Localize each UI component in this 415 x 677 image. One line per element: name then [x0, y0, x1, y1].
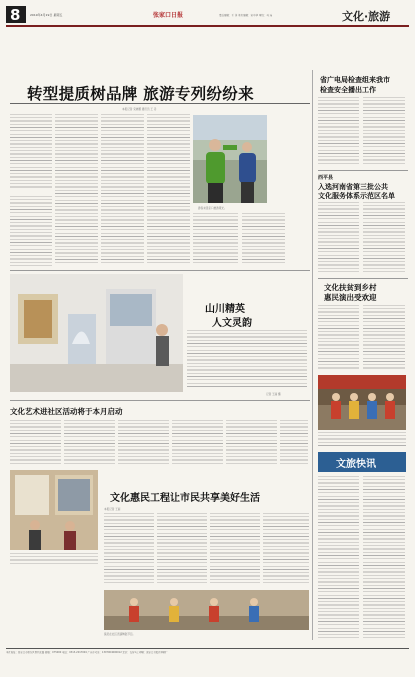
news-flash-title: 文旅快讯 [336, 459, 376, 470]
poverty-headline-2: 惠民演出受欢迎 [324, 293, 377, 302]
community-rule [10, 400, 310, 401]
paper-masthead: 张家口日报 [153, 12, 184, 19]
radio-body-b [363, 97, 405, 165]
poverty-headline-1: 文化扶贫到乡村 [324, 283, 377, 292]
lead-body-col-2 [55, 114, 98, 266]
xiping-headline-1: 入选河南省第三批公共 [318, 183, 388, 191]
radio-headline-2: 检查安全播出工作 [320, 86, 376, 94]
date-line: 2019年4月19日 星期五 [30, 13, 63, 17]
xiping-kicker: 西平县 [318, 175, 334, 181]
museum-photo-credit: 记者 王丽 摄 [266, 393, 281, 396]
news-flash-body-a [318, 476, 359, 638]
poverty-rule [318, 278, 408, 279]
museum-photo-image [10, 274, 183, 392]
right-column-divider [312, 70, 313, 640]
bottom-headline: 文化惠民工程让市民共享美好生活 [110, 493, 260, 504]
museum-photo [10, 274, 183, 392]
page-number: 8 [10, 6, 21, 24]
community-body-2 [64, 420, 115, 465]
xiping-headline-2: 文化服务体系示范区名单 [318, 192, 395, 200]
radio-headline-1: 省广电局检查组来我市 [320, 76, 390, 84]
footer-text: 本社地址：张家口市桥东区胜利北路 邮编：075000 电话：0313-2017004 广告许可证：1307004000012 定价：每份1元 印刷：张家口日报社印刷厂 [6, 651, 168, 654]
dance-photo [104, 590, 309, 630]
lead-headline-rule [10, 103, 310, 104]
museum-headline-1: 山川精英 [205, 304, 245, 315]
exhibit-photo-image [10, 470, 98, 550]
xiping-rule [318, 170, 408, 171]
lead-headline: 转型提质树品牌 旅游专列纷纷来 [27, 85, 254, 103]
lead-body-col-1b [10, 196, 52, 266]
dance-photo-image [104, 590, 309, 630]
xiping-body-b [363, 202, 405, 274]
bottom-body-3 [210, 513, 260, 585]
performance-photo-image [318, 375, 406, 430]
community-body-5 [226, 420, 277, 465]
lead-body-col-1 [10, 114, 52, 189]
page-header [6, 6, 409, 30]
lead-body-col-6 [242, 213, 285, 266]
museum-body [187, 330, 307, 388]
bottom-body-1 [104, 513, 154, 585]
edit-line: 责任编辑：王 洋 美术编辑：宋中华 审校：马 涛 [219, 14, 273, 17]
lead-body-col-5 [193, 213, 238, 266]
community-body-3 [118, 420, 169, 465]
community-body-1 [10, 420, 61, 465]
bottom-body-4 [263, 513, 309, 585]
bottom-byline: 本报记者 王丽 [104, 508, 121, 511]
lead-byline: 本报记者 宋晓娜 通讯员 王 丹 [122, 108, 157, 111]
header-rule [6, 25, 409, 27]
footer-rule [6, 648, 409, 649]
exhibit-photo [10, 470, 98, 550]
museum-rule-top [10, 270, 310, 271]
exhibit-caption [10, 553, 98, 565]
community-body-6 [280, 420, 308, 465]
tourists-photo [193, 115, 267, 203]
news-flash-body-b [363, 476, 405, 638]
museum-headline-2: 人文灵韵 [212, 318, 252, 329]
community-headline: 文化艺术进社区活动将于本月启动 [10, 407, 123, 416]
bottom-body-2 [157, 513, 207, 585]
dance-caption: 演员在社区表演舞蹈节目。 [104, 633, 136, 636]
community-body-4 [172, 420, 223, 465]
lead-body-col-4 [147, 114, 190, 266]
poverty-body-a [318, 305, 359, 370]
xiping-body-a [318, 202, 359, 274]
tourists-photo-image [193, 115, 267, 203]
section-title: 文化·旅游 [342, 10, 391, 23]
performance-caption [318, 432, 406, 448]
radio-body-a [318, 97, 359, 165]
lead-body-col-3 [101, 114, 144, 266]
tourists-caption: 游客来张家口旅游观光。 [198, 207, 227, 210]
performance-photo [318, 375, 406, 430]
poverty-body-b [363, 305, 405, 370]
